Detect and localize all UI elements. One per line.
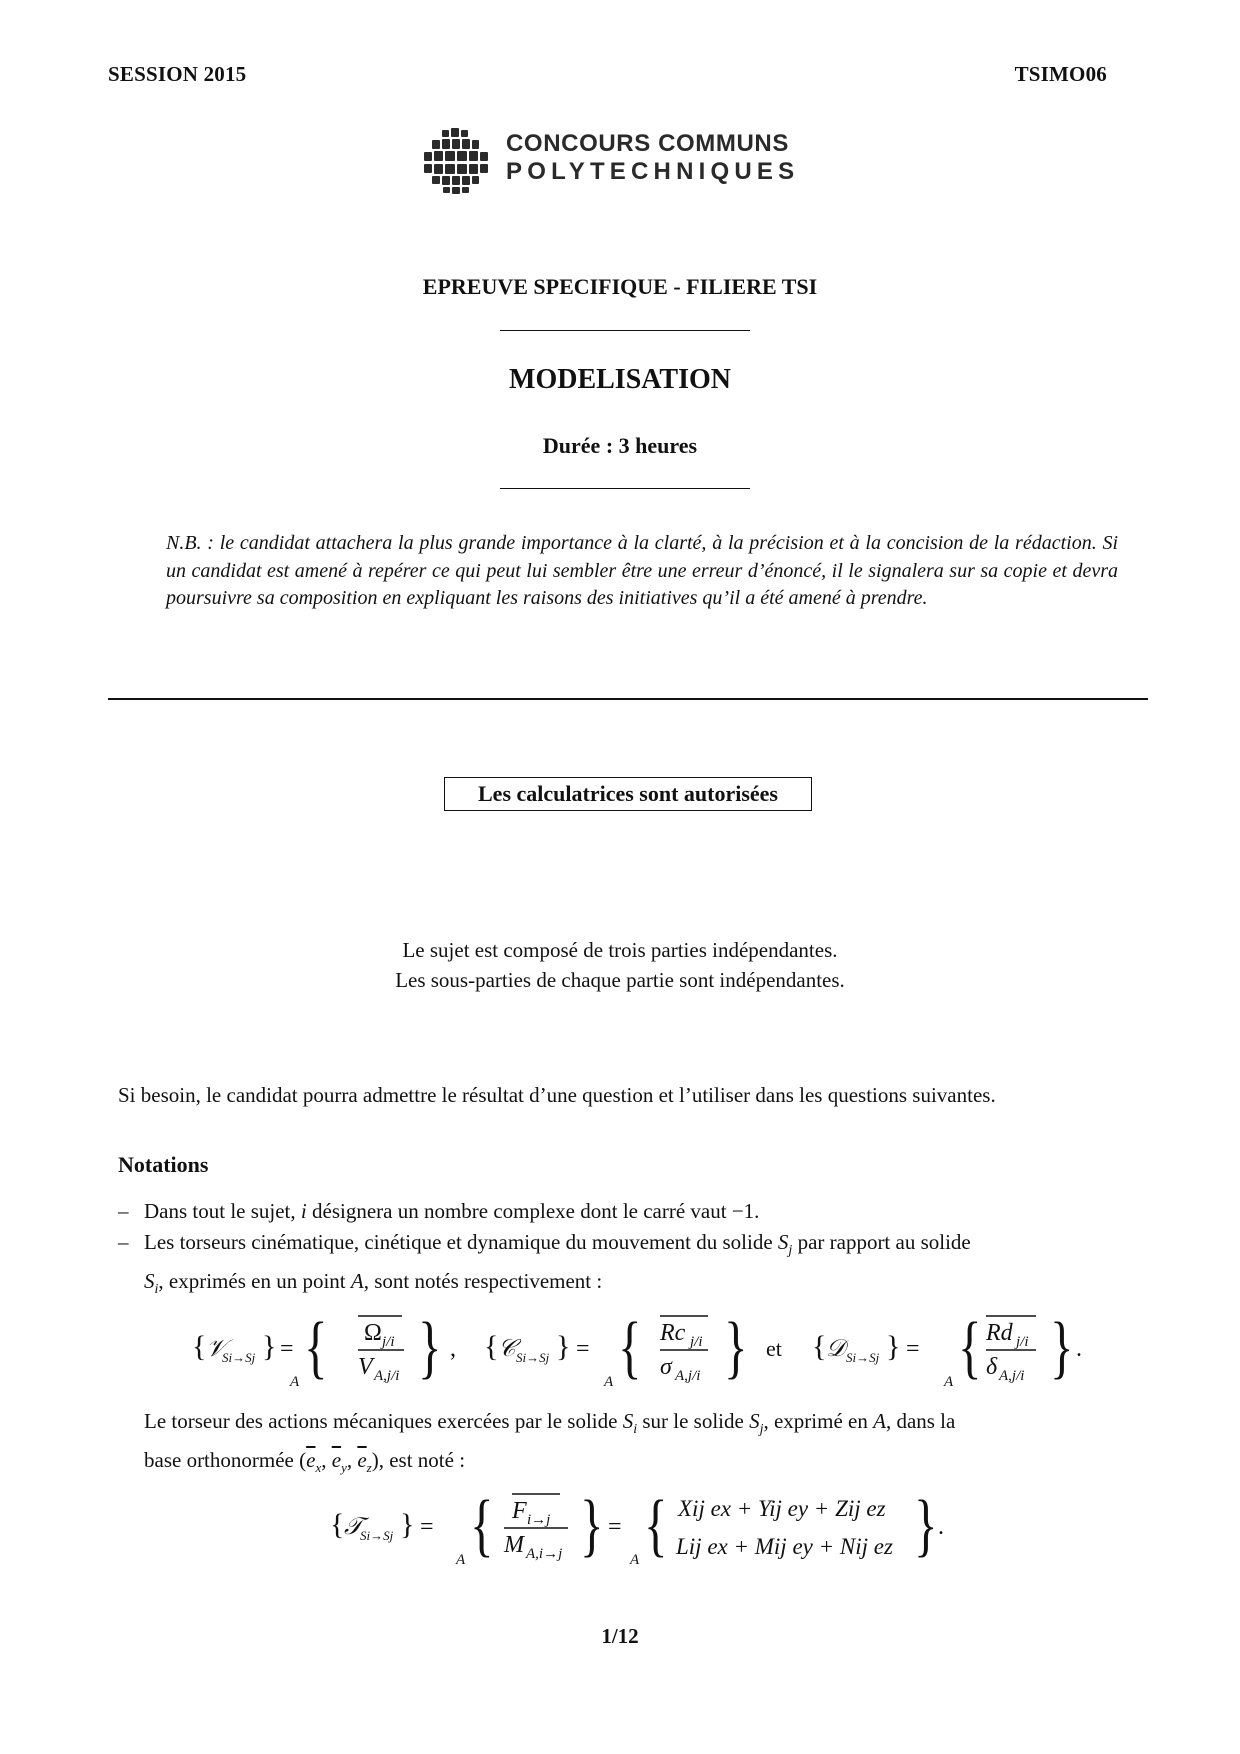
big-brace-right: }	[724, 1308, 748, 1387]
globe-logo-icon	[420, 128, 492, 194]
text-span: sur le solide	[642, 1409, 744, 1433]
big-brace-right: }	[1050, 1308, 1074, 1387]
duration: Durée : 3 heures	[542, 433, 698, 458]
text-span: , dans la	[885, 1409, 956, 1433]
force-symbol: F	[512, 1498, 527, 1524]
reduction-point: A	[290, 1374, 300, 1390]
torseur-subscript: Si→Sj	[222, 1350, 256, 1365]
divider	[500, 488, 750, 489]
sigma-symbol: σ	[660, 1354, 672, 1380]
structure-line-2: Les sous-parties de chaque partie sont indépendantes.	[395, 968, 845, 992]
equation-torseurs	[0, 1300, 1240, 1400]
brace-left: {	[812, 1330, 827, 1363]
equals-sign: =	[420, 1514, 434, 1540]
text-span: désignera un nombre complexe dont le carré vaut −1.	[312, 1199, 760, 1223]
equals-sign: =	[906, 1336, 920, 1362]
exam-code: TSIMO06	[1014, 62, 1107, 86]
brace-left: {	[330, 1508, 345, 1541]
brace-right: }	[262, 1330, 277, 1363]
admit-paragraph: Si besoin, le candidat pourra admettre le résultat d’une question et l’utiliser dans les questions suivantes.	[118, 1083, 996, 1107]
torseur-subscript: Si→Sj	[360, 1528, 394, 1543]
rc-sub: j/i	[690, 1334, 703, 1350]
rd-symbol: Rd	[986, 1320, 1013, 1346]
exam-title: EPREUVE SPECIFIQUE - FILIERE TSI	[422, 274, 818, 299]
equals-sign: =	[280, 1336, 294, 1362]
calculators-box: Les calculatrices sont autorisées	[444, 777, 812, 811]
torseur-c-letter: 𝒞	[498, 1336, 516, 1362]
big-brace-left: {	[618, 1308, 642, 1387]
reduction-point: A	[456, 1552, 466, 1568]
omega-sub: j/i	[382, 1334, 395, 1350]
omega-symbol: Ω	[364, 1320, 382, 1346]
reduction-point: A	[944, 1374, 954, 1390]
conjunction-et: et	[766, 1336, 782, 1361]
math-var: S	[777, 1230, 789, 1254]
torseur-subscript: Si→Sj	[516, 1350, 550, 1365]
comma: ,	[450, 1336, 456, 1362]
logo-line-1: CONCOURS COMMUNS	[506, 130, 789, 157]
period: .	[938, 1514, 944, 1540]
math-sub: j	[788, 1243, 793, 1259]
brace-left: {	[484, 1330, 499, 1363]
math-var: i	[300, 1199, 307, 1223]
math-sub: i	[633, 1422, 638, 1438]
page-number: 1/12	[601, 1624, 639, 1648]
logo-line-2: POLYTECHNIQUES	[506, 157, 800, 185]
delta-symbol: δ	[986, 1354, 998, 1380]
math-var: A	[873, 1409, 886, 1433]
divider	[500, 330, 750, 331]
big-brace-right: }	[418, 1308, 442, 1387]
subject-title: MODELISATION	[509, 364, 731, 395]
bullet-dash: –	[118, 1230, 129, 1254]
torseur-d-letter: 𝒟	[826, 1336, 846, 1362]
period: .	[1076, 1336, 1082, 1362]
brace-right: }	[556, 1330, 571, 1363]
math-var: S	[622, 1409, 634, 1433]
torseur-subscript: Si→Sj	[846, 1350, 880, 1365]
velocity-symbol: V	[358, 1354, 373, 1380]
delta-sub: A,j/i	[999, 1368, 1025, 1384]
math-sub: i	[154, 1282, 159, 1298]
list-item	[118, 1196, 1130, 1228]
text-span: , sont notés respectivement :	[363, 1269, 603, 1294]
text-span: Le torseur des actions mécaniques exercées par le solide	[144, 1409, 618, 1433]
big-brace-right: }	[580, 1486, 604, 1565]
brace-right: }	[886, 1330, 901, 1363]
torseur-t-letter: 𝒯	[344, 1514, 363, 1540]
text-span: , est noté :	[378, 1448, 466, 1473]
math-var: S	[144, 1269, 155, 1294]
force-sub: i→j	[527, 1512, 551, 1528]
notations-heading: Notations	[118, 1152, 209, 1177]
nb-paragraph: N.B. : le candidat attachera la plus grande importance à la clarté, à la précision et à la concision de la rédaction. Si un candidat est amené à repérer ce qui peut lui sembler être une erreur d’énoncé, il le signalera sur sa copie et devra poursuivre sa composition en expliquant les raisons des initiatives qu’il a été amené à prendre.	[166, 532, 1118, 609]
text-span: , exprimé en	[763, 1409, 868, 1433]
torseur-v-letter: 𝒱	[206, 1336, 226, 1362]
text-span: par rapport au solide	[797, 1230, 971, 1254]
big-brace-left: {	[644, 1486, 668, 1565]
reduction-point: A	[630, 1552, 640, 1568]
text-span: base orthonormée	[144, 1448, 294, 1473]
basis-vectors: ($\overline{e}_x$, $\overline{e}_y$, $\overline{e}_z$)	[299, 1448, 379, 1476]
text-span: , exprimés en un point	[158, 1269, 346, 1294]
math-var: A	[350, 1269, 364, 1294]
text-span: Dans tout le sujet,	[144, 1199, 296, 1223]
reduction-point: A	[604, 1374, 614, 1390]
moment-symbol: M	[504, 1532, 524, 1558]
text-span: Les torseurs cinématique, cinétique et dynamique du mouvement du solide	[144, 1230, 773, 1254]
session-label: SESSION 2015	[108, 62, 247, 86]
brace-right: }	[400, 1508, 415, 1541]
sigma-sub: A,j/i	[675, 1368, 701, 1384]
rc-symbol: Rc	[660, 1320, 686, 1346]
divider	[108, 698, 1148, 700]
moment-sub: A,i→j	[526, 1546, 563, 1562]
bullet-dash: –	[118, 1199, 129, 1223]
equals-sign: =	[608, 1514, 622, 1540]
list-item	[118, 1227, 1130, 1298]
rd-sub: j/i	[1016, 1334, 1029, 1350]
big-brace-right: }	[914, 1486, 938, 1565]
list-item	[118, 1406, 1130, 1476]
math-var: S	[749, 1409, 760, 1433]
structure-line-1: Le sujet est composé de trois parties indépendantes.	[402, 938, 838, 962]
force-components: Xij ex + Yij ey + Zij ez	[678, 1496, 886, 1521]
math-sub: j	[759, 1422, 764, 1438]
moment-components: Lij ex + Mij ey + Nij ez	[676, 1534, 893, 1559]
big-brace-left: {	[304, 1308, 328, 1387]
equation-action-torseur	[0, 1478, 1240, 1578]
equals-sign: =	[576, 1336, 590, 1362]
brace-left: {	[192, 1330, 207, 1363]
velocity-sub: A,j/i	[374, 1368, 400, 1384]
logo	[420, 128, 840, 194]
big-brace-left: {	[958, 1308, 982, 1387]
big-brace-left: {	[470, 1486, 494, 1565]
